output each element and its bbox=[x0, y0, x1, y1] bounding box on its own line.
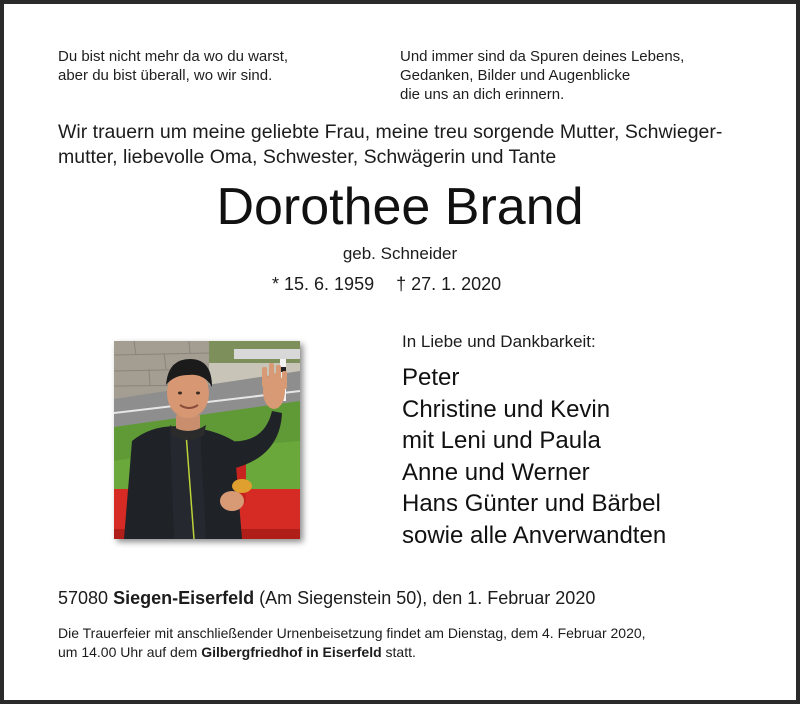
location-line bbox=[58, 588, 595, 609]
poem-left-line: aber du bist überall, wo wir sind. bbox=[58, 67, 273, 84]
address-date: (Am Siegenstein 50), den 1. Februar 2020 bbox=[259, 588, 596, 608]
birth-date: * 15. 6. 1959 bbox=[272, 274, 375, 294]
poem-right-line: Gedanken, Bilder und Augenblicke bbox=[400, 67, 631, 84]
family-member: Hans Günter und Bärbel bbox=[402, 490, 661, 517]
notice-line: Die Trauerfeier mit anschließender Urnenbeisetzung findet am Dienstag, dem 4. Februar 2020, bbox=[58, 625, 646, 641]
portrait-illustration bbox=[114, 341, 300, 539]
family-list bbox=[402, 362, 666, 551]
family-member: mit Leni und Paula bbox=[402, 427, 601, 454]
mourning-intro bbox=[58, 120, 758, 170]
postal-code: 57080 bbox=[58, 588, 109, 608]
family-member: Christine und Kevin bbox=[402, 395, 611, 423]
intro-line: Wir trauern um meine geliebte Frau, meine treu sorgende Mutter, Schwieger- bbox=[58, 121, 723, 143]
poem-left-line: Du bist nicht mehr da wo du warst, bbox=[58, 48, 289, 65]
maiden-name: geb. Schneider bbox=[342, 244, 458, 263]
portrait-photo bbox=[114, 341, 300, 539]
poem-right bbox=[400, 47, 684, 104]
notice-text: statt. bbox=[381, 644, 416, 660]
poem-left bbox=[58, 47, 288, 85]
deceased-name: Dorothee Brand bbox=[216, 178, 584, 236]
notice-text: um 14.00 Uhr auf dem bbox=[58, 644, 202, 660]
poem-right-line: die uns an dich erinnern. bbox=[400, 86, 565, 103]
death-date: † 27. 1. 2020 bbox=[396, 274, 502, 294]
cemetery-name: Gilbergfriedhof in Eiserfeld bbox=[201, 644, 382, 660]
funeral-notice bbox=[58, 624, 646, 662]
family-member: Peter bbox=[402, 364, 460, 391]
notice-line bbox=[58, 643, 646, 662]
thanks-line: In Liebe und Dankbarkeit: bbox=[402, 332, 596, 351]
poem-right-line: Und immer sind da Spuren deines Lebens, bbox=[400, 48, 685, 65]
family-member: sowie alle Anverwandten bbox=[402, 521, 667, 549]
life-dates bbox=[272, 274, 501, 295]
intro-line: mutter, liebevolle Oma, Schwester, Schwägerin und Tante bbox=[58, 146, 557, 168]
family-member: Anne und Werner bbox=[402, 458, 590, 486]
city-name: Siegen-Eiserfeld bbox=[113, 588, 255, 608]
